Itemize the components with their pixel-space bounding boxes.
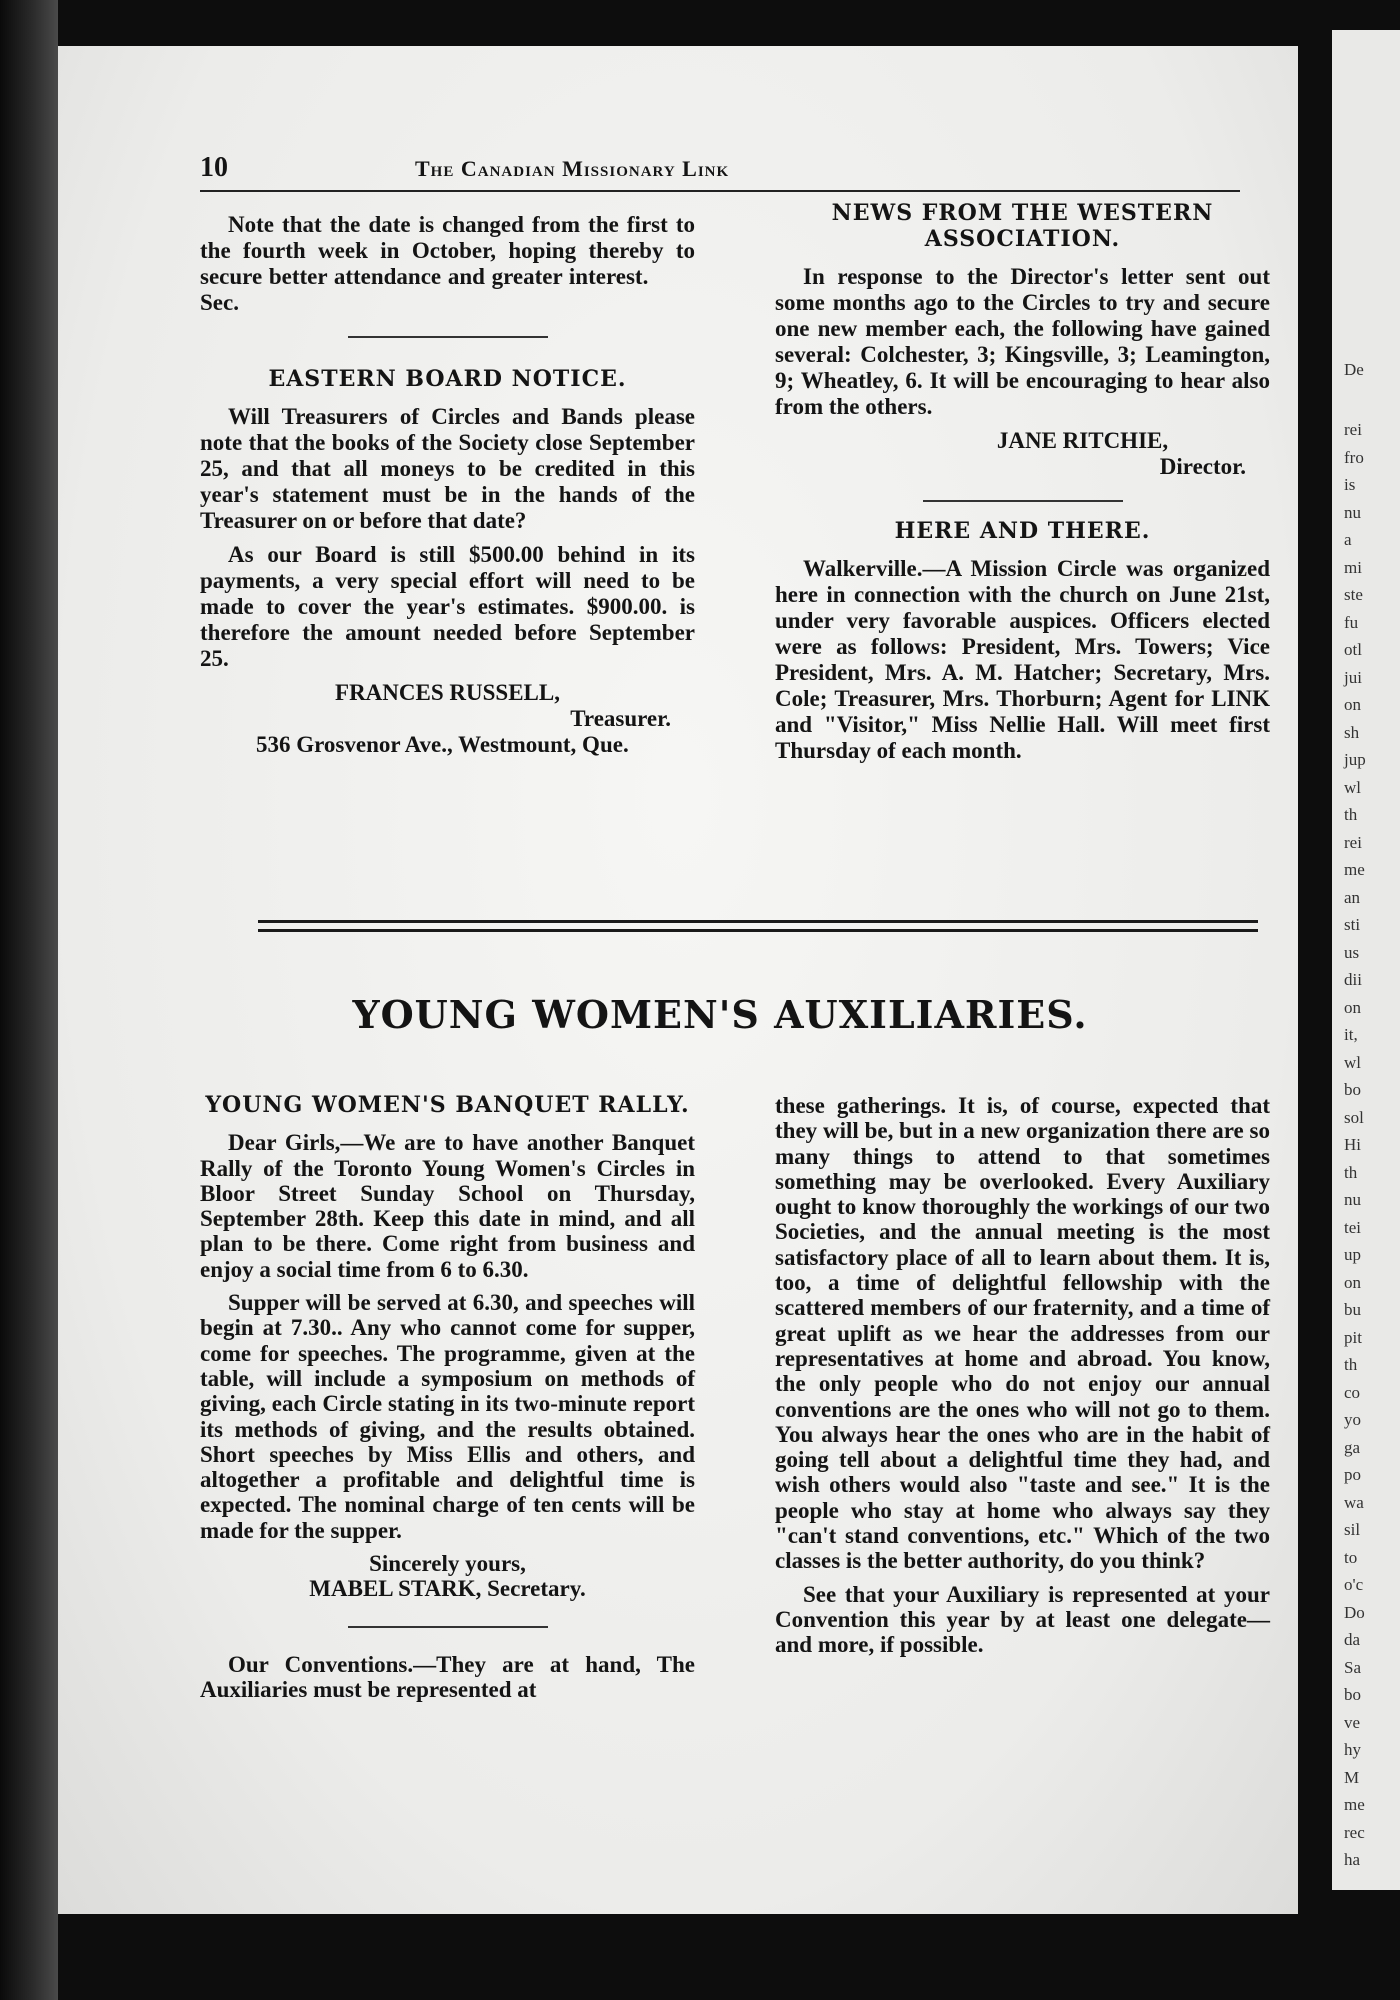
secretary-signature: MABEL STARK, Secretary. <box>309 1576 586 1602</box>
next-page-fragment: th <box>1344 1162 1358 1182</box>
next-page-fragment: De <box>1344 360 1364 379</box>
director-title: Director. <box>1159 454 1246 479</box>
divider <box>923 500 1123 502</box>
next-page-fragment: sh <box>1344 722 1360 742</box>
next-page-fragment: jui <box>1344 667 1362 687</box>
next-page-fragment: an <box>1344 887 1361 907</box>
binding-edge <box>0 0 58 2000</box>
adjacent-page-strip <box>1332 30 1400 1890</box>
signer-name: FRANCES RUSSELL, <box>335 680 560 705</box>
next-page-fragment: me <box>1344 1795 1365 1814</box>
next-page-fragment: Hi <box>1344 1135 1361 1154</box>
next-page-fragment: on <box>1344 695 1361 714</box>
next-page-fragment: on <box>1344 1272 1361 1292</box>
divider <box>348 1626 548 1628</box>
next-page-fragment: da <box>1344 1630 1361 1649</box>
next-page-fragment: up <box>1344 1245 1361 1264</box>
deadline-date: September 25. <box>200 620 696 671</box>
next-page-fragment: is <box>1344 475 1356 494</box>
next-page-fragment: me <box>1344 860 1365 879</box>
representation-para: See that your Auxiliary is represented at your Convention this year by at least one delegate—and more, if possible. <box>775 1581 1270 1658</box>
next-page-fragment: bo <box>1344 1080 1361 1099</box>
note-paragraph: Note that the date is changed from the first to the fourth week in October, hoping thereby to secure better attendance and greater interest. Sec. <box>200 212 695 315</box>
walkerville-lead-in: Walkerville. <box>803 556 923 581</box>
conventions-continued-para: these gatherings. It is, of course, expected that they will be, but in a new organization there are so many things to attend to that sometimes something may be overlooked. Every Auxiliary ought to know thoroughly the workings of our two Societies, and the annual meeting is the most satisfactory place of all to learn about them. It is, too, a time of delightful fellowship with the scattered members of our fraternity, and a time of great uplift as we hear the addresses from our representatives at home and abroad. You know, the only people who do not enjoy our annual conventions are the ones who will not go to them. You always hear the ones who are in the habit of going tell about a delightful time they had, and wish others would also "taste and see." It is the people who stay at home who always say they "can't stand conventions, etc." Which of the two classes is the better authority, do you think? <box>775 1093 1270 1574</box>
next-page-fragment: jup <box>1344 750 1366 769</box>
next-page-fragment: rei <box>1344 832 1362 852</box>
next-page-fragment: nu <box>1344 1190 1361 1209</box>
conventions-lead-in: Our Conventions. <box>228 1651 414 1677</box>
next-page-fragment: fu <box>1344 612 1359 632</box>
next-page-fragment: tei <box>1344 1217 1361 1237</box>
next-page-fragment: po <box>1344 1465 1361 1484</box>
next-page-fragment: yo <box>1344 1410 1361 1429</box>
next-page-fragment: wl <box>1344 777 1361 797</box>
next-page-fragment: M <box>1344 1767 1360 1787</box>
next-page-fragment: ste <box>1344 585 1363 604</box>
next-page-fragment: a <box>1344 530 1352 549</box>
next-page-fragment: rec <box>1344 1822 1365 1842</box>
next-page-fragment: th <box>1344 1355 1358 1374</box>
next-page-fragment: hy <box>1344 1740 1361 1759</box>
next-page-fragment: sil <box>1344 1520 1361 1539</box>
banquet-rally-heading: YOUNG WOMEN'S BANQUET RALLY. <box>205 1092 690 1118</box>
banquet-para-2: Supper will be served at 6.30, and speeches will begin at 7.30.. Any who cannot come for supper, come for speeches. The programme, given at the table, will include a symposium on methods of giving, each Circle stating in its two-minute report its methods of giving, and the results obtained. Short speeches by Miss Ellis and others, and altogether a profitable and delightful time is expected. The nominal charge of ten cents will be made for the supper. <box>200 1290 695 1543</box>
next-page-fragment: wa <box>1344 1492 1364 1512</box>
director-name: JANE RITCHIE, <box>996 428 1169 453</box>
column-top-right <box>775 200 1270 772</box>
header-rule <box>200 190 1240 192</box>
closing: Sincerely yours, <box>369 1551 526 1577</box>
next-page-fragment: Sa <box>1344 1657 1361 1677</box>
eastern-board-para-2: As our Board is still $500.00 behind in its payments, a very special effort will need to be made to cover the year's estimates. $900.00. is therefore the amount needed before September 25. <box>200 542 696 671</box>
section-double-rule <box>258 920 1258 932</box>
conventions-para: Our Conventions.—They are at hand, The Auxiliaries must be represented at <box>200 1651 695 1702</box>
banquet-para-1: Dear Girls,—We are to have another Banquet Rally of the Toronto Young Women's Circles in Bloor Street Sunday School on Thursday, September 28th. Keep this date in mind, and all plan to be there. Come right from business and enjoy a social time from 6 to 6.30. <box>200 1130 695 1282</box>
amount-needed: $900.00. <box>586 594 668 619</box>
journal-title: The Canadian Missionary Link <box>415 156 730 181</box>
next-page-fragment: otl <box>1344 640 1362 659</box>
next-page-fragment: ha <box>1344 1850 1361 1869</box>
next-page-fragment: it, <box>1344 1025 1358 1044</box>
next-page-fragment: us <box>1344 942 1360 962</box>
eastern-board-para-1: Will Treasurers of Circles and Bands please note that the books of the Society close September 25, and that all moneys to be credited in this year's statement must be in the hands of the Treasurer on or before that date? <box>200 404 695 533</box>
next-page-fragment: rei <box>1344 420 1362 439</box>
next-page-fragment: bo <box>1344 1685 1361 1704</box>
note-signature: Sec. <box>200 290 239 315</box>
next-page-fragment: ga <box>1344 1437 1361 1457</box>
next-page-fragment: on <box>1344 997 1361 1017</box>
western-association-para: In response to the Director's letter sent out some months ago to the Circles to try and secure one new member each, the following have gained several: Colchester, 3; Kingsville, 3; Leamington, 9; Wheatley, 6. It will be encouraging to hear also from the others. <box>775 264 1270 419</box>
next-page-fragment: o'c <box>1344 1575 1364 1594</box>
next-page-fragment: sol <box>1344 1107 1364 1127</box>
next-page-fragment: th <box>1344 805 1358 824</box>
signer-address: 536 Grosvenor Ave., Westmount, Que. <box>256 732 629 757</box>
running-head <box>200 152 1240 192</box>
next-page-fragment: pit <box>1344 1327 1362 1347</box>
next-page-fragment: ve <box>1344 1712 1361 1732</box>
next-page-fragment: mi <box>1344 557 1362 577</box>
section-title: YOUNG WOMEN'S AUXILIARIES. <box>352 992 1088 1037</box>
next-page-fragment: to <box>1344 1547 1358 1567</box>
next-page-fragment: nu <box>1344 502 1361 522</box>
column-top-left <box>200 212 695 766</box>
here-and-there-heading: HERE AND THERE. <box>894 518 1151 544</box>
column-bottom-left <box>200 1093 695 1710</box>
next-page-fragment: sti <box>1344 915 1361 934</box>
next-page-fragment: Do <box>1344 1602 1365 1622</box>
next-page-fragment: bu <box>1344 1300 1361 1319</box>
walkerville-para: Walkerville.—A Mission Circle was organized here in connection with the church on June 21st, under very favorable auspices. Officers elected were as follows: President, Mrs. Towers; Vice President, Mrs. A. M. Hatcher; Secretary, Mrs. Cole; Treasurer, Mrs. Thorburn; Agent for LINK and "Visitor," Miss Nellie Hall. Will meet first Thursday of each month. <box>775 556 1270 763</box>
column-bottom-right <box>775 1093 1270 1666</box>
eastern-board-heading: EASTERN BOARD NOTICE. <box>268 366 627 392</box>
page-number: 10 <box>200 152 228 183</box>
next-page-fragment: fro <box>1344 447 1364 467</box>
signer-title: Treasurer. <box>570 706 671 731</box>
western-association-heading: NEWS FROM THE WESTERN ASSOCIATION. <box>831 200 1214 252</box>
divider <box>348 336 548 338</box>
next-page-fragment: wl <box>1344 1052 1361 1072</box>
next-page-fragment: co <box>1344 1382 1361 1402</box>
next-page-fragment: dii <box>1344 970 1362 989</box>
